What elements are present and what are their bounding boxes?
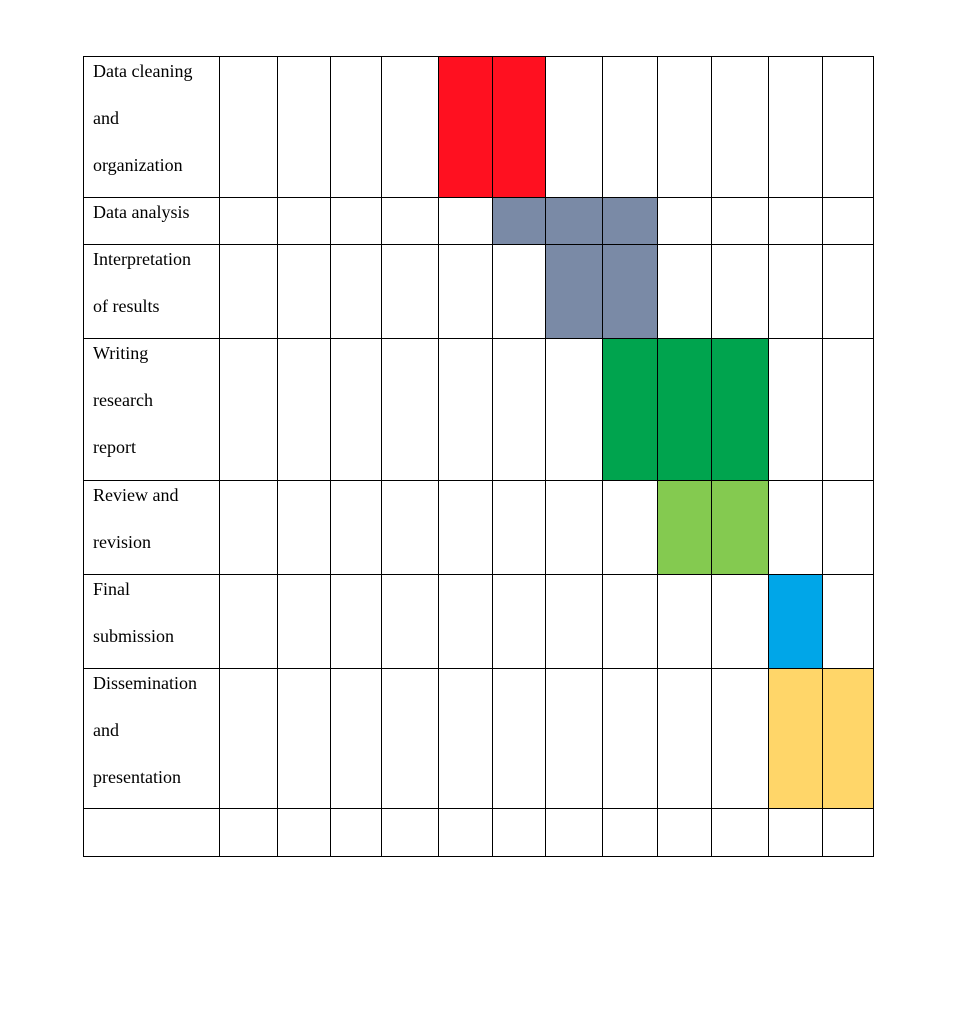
timeline-cell: [331, 245, 382, 339]
gantt-chart-body: [84, 57, 874, 857]
task-label-line: Dissemination: [93, 673, 197, 693]
task-label-line: revision: [93, 532, 151, 552]
task-label-line: Data analysis: [93, 202, 190, 222]
timeline-cell: [823, 339, 874, 481]
timeline-cell: [278, 669, 331, 809]
task-label-line: Interpretation: [93, 249, 191, 269]
task-label-cell: [84, 575, 220, 669]
timeline-cell: [278, 245, 331, 339]
task-label-line: submission: [93, 626, 175, 646]
timeline-cell: [712, 57, 769, 198]
task-label-line: Writing: [93, 343, 149, 363]
task-label-line: Final: [93, 579, 131, 599]
gantt-chart-table: [83, 56, 874, 857]
timeline-cell: [278, 809, 331, 857]
timeline-cell: [823, 198, 874, 245]
timeline-cell: [331, 809, 382, 857]
timeline-cell: [382, 339, 439, 481]
timeline-cell: [278, 481, 331, 575]
timeline-cell: [331, 669, 382, 809]
timeline-cell: [769, 198, 823, 245]
timeline-cell: [546, 481, 603, 575]
timeline-cell: [439, 339, 493, 481]
timeline-cell: [439, 198, 493, 245]
timeline-cell: [331, 575, 382, 669]
gantt-bar-cell: [823, 669, 874, 809]
timeline-cell: [769, 245, 823, 339]
task-label-line: Data cleaning: [93, 61, 193, 81]
timeline-cell: [493, 339, 546, 481]
timeline-cell: [546, 339, 603, 481]
timeline-cell: [331, 339, 382, 481]
task-label-cell: [84, 57, 220, 198]
gantt-bar-cell: [546, 198, 603, 245]
timeline-cell: [712, 198, 769, 245]
task-label-cell: [84, 198, 220, 245]
timeline-cell: [769, 809, 823, 857]
timeline-cell: [220, 57, 278, 198]
gantt-bar-cell: [769, 575, 823, 669]
task-label-line: and: [93, 108, 119, 128]
timeline-cell: [823, 481, 874, 575]
task-row: [84, 339, 874, 481]
timeline-cell: [823, 575, 874, 669]
timeline-cell: [658, 245, 712, 339]
timeline-cell: [278, 339, 331, 481]
timeline-cell: [493, 481, 546, 575]
task-label-line: and: [93, 720, 119, 740]
timeline-cell: [220, 245, 278, 339]
timeline-cell: [823, 809, 874, 857]
gantt-bar-cell: [603, 198, 658, 245]
timeline-cell: [382, 57, 439, 198]
task-label-line: Review and: [93, 485, 179, 505]
timeline-cell: [493, 575, 546, 669]
timeline-cell: [546, 669, 603, 809]
task-label-cell: [84, 339, 220, 481]
timeline-cell: [603, 809, 658, 857]
timeline-cell: [493, 669, 546, 809]
timeline-cell: [278, 198, 331, 245]
timeline-cell: [769, 339, 823, 481]
timeline-cell: [382, 809, 439, 857]
task-label-line: presentation: [93, 767, 181, 787]
timeline-cell: [658, 669, 712, 809]
task-label-line: research: [93, 390, 153, 410]
task-label-line: report: [93, 437, 136, 457]
task-label-line: of results: [93, 296, 160, 316]
timeline-cell: [493, 809, 546, 857]
gantt-bar-cell: [439, 57, 493, 198]
gantt-bar-cell: [712, 481, 769, 575]
task-row: [84, 245, 874, 339]
timeline-cell: [658, 809, 712, 857]
task-label-cell: [84, 481, 220, 575]
timeline-cell: [658, 198, 712, 245]
timeline-cell: [439, 809, 493, 857]
task-row: [84, 669, 874, 809]
timeline-cell: [439, 669, 493, 809]
timeline-cell: [712, 669, 769, 809]
timeline-cell: [823, 57, 874, 198]
timeline-cell: [278, 575, 331, 669]
timeline-cell: [658, 575, 712, 669]
timeline-cell: [220, 339, 278, 481]
task-row: [84, 575, 874, 669]
timeline-cell: [546, 57, 603, 198]
timeline-cell: [603, 669, 658, 809]
gantt-bar-cell: [603, 245, 658, 339]
timeline-cell: [220, 809, 278, 857]
task-label-cell: [84, 809, 220, 857]
timeline-cell: [382, 245, 439, 339]
timeline-cell: [712, 245, 769, 339]
gantt-bar-cell: [493, 57, 546, 198]
gantt-bar-cell: [658, 481, 712, 575]
task-row: [84, 481, 874, 575]
timeline-cell: [220, 198, 278, 245]
task-row: [84, 57, 874, 198]
timeline-cell: [382, 575, 439, 669]
gantt-bar-cell: [712, 339, 769, 481]
task-label-line: organization: [93, 155, 183, 175]
gantt-bar-cell: [769, 669, 823, 809]
timeline-cell: [603, 57, 658, 198]
timeline-cell: [331, 198, 382, 245]
timeline-cell: [220, 669, 278, 809]
gantt-bar-cell: [658, 339, 712, 481]
timeline-cell: [382, 669, 439, 809]
timeline-cell: [331, 57, 382, 198]
gantt-bar-cell: [546, 245, 603, 339]
task-label-cell: [84, 245, 220, 339]
timeline-cell: [278, 57, 331, 198]
timeline-cell: [658, 57, 712, 198]
gantt-bar-cell: [493, 198, 546, 245]
timeline-cell: [769, 57, 823, 198]
timeline-cell: [439, 575, 493, 669]
timeline-cell: [493, 245, 546, 339]
timeline-cell: [220, 481, 278, 575]
timeline-cell: [382, 198, 439, 245]
timeline-cell: [382, 481, 439, 575]
gantt-bar-cell: [603, 339, 658, 481]
timeline-cell: [769, 481, 823, 575]
timeline-cell: [603, 575, 658, 669]
timeline-cell: [823, 245, 874, 339]
timeline-cell: [712, 809, 769, 857]
timeline-cell: [712, 575, 769, 669]
timeline-cell: [439, 245, 493, 339]
timeline-cell: [439, 481, 493, 575]
task-row: [84, 198, 874, 245]
timeline-cell: [603, 481, 658, 575]
timeline-cell: [220, 575, 278, 669]
task-label-cell: [84, 669, 220, 809]
timeline-cell: [546, 575, 603, 669]
task-row: [84, 809, 874, 857]
timeline-cell: [331, 481, 382, 575]
timeline-cell: [546, 809, 603, 857]
